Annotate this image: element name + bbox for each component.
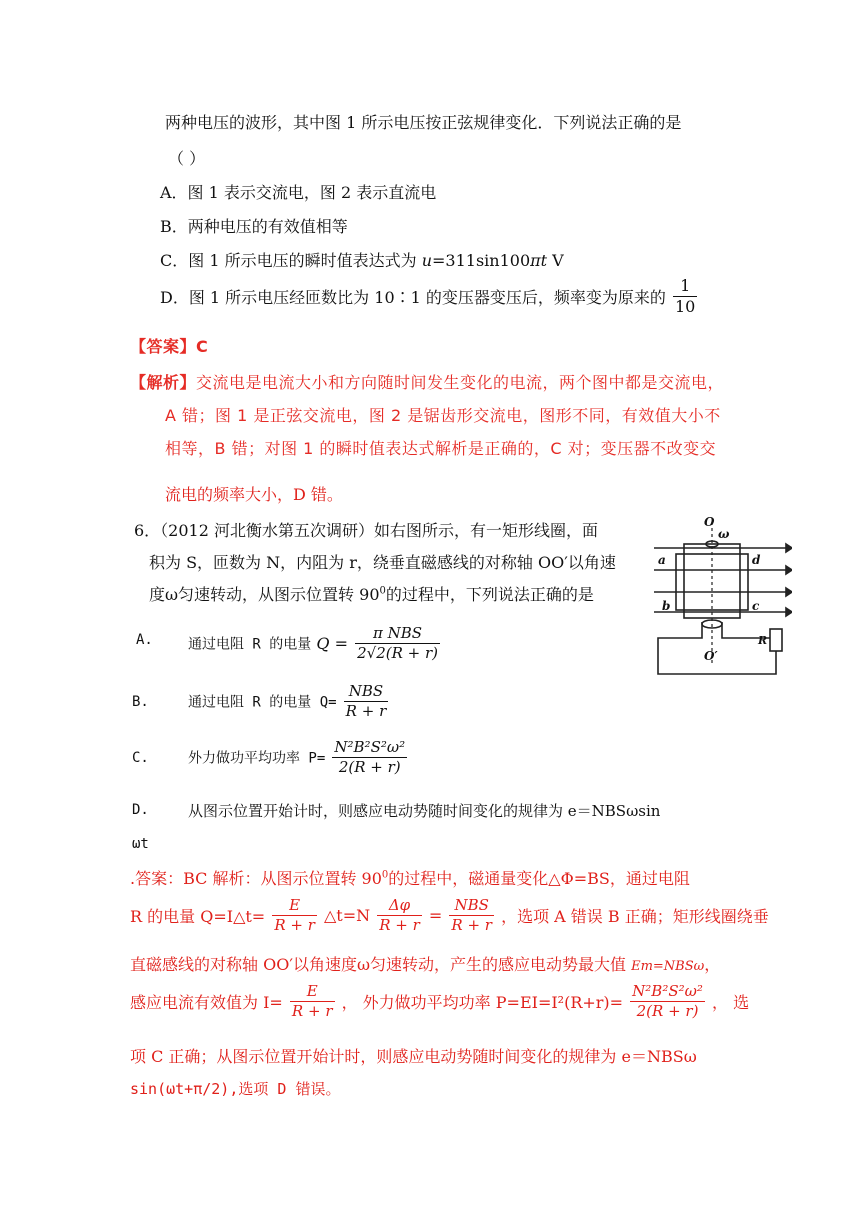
q6-stem-line3 [149,582,594,605]
q6-option-b-den: R + r [345,702,387,720]
q6-option-a-fraction [355,624,440,663]
q6-answer-line2-end: ，选项 A 错误 B 正确；矩形线圈绕垂 [501,907,769,926]
q6-answer-line1 [130,866,690,889]
q6-answer-line1-text: .答案：BC 解析：从图示位置转 90 [130,869,382,888]
q5-option-d [160,276,699,317]
q5-option-c-u: u [421,251,432,270]
q6-answer-frac3-den: R + r [451,916,492,934]
q6-option-b-num: NBS [344,682,389,702]
q6-answer-line1-end: 的过程中，磁通量变化△Φ=BS，通过电阻 [388,869,690,888]
figure-label-o-top: O [704,515,715,529]
q6-answer-line2-eq: = [428,906,443,925]
q6-answer-frac2-den: R + r [379,916,420,934]
q6-option-b [188,682,390,721]
q6-option-c-num: N²B²S²ω² [334,738,406,756]
q5-option-a: A．图 1 表示交流电，图 2 表示直流电 [160,183,437,202]
q6-answer-line2-pre: R 的电量 Q=I△t= [130,907,266,926]
q6-answer-frac3-num: NBS [449,896,494,916]
q6-answer-frac2-num: Δφ [377,896,422,916]
q6-answer-line5: 项 C 正确；从图示位置开始计时，则感应电动势随时间变化的规律为 e＝NBSω [130,1047,697,1066]
q5-analysis-label: 【解析】 [130,373,197,392]
q6-option-d-text2: ωt [132,836,149,852]
q6-answer-frac2 [377,896,422,935]
q5-analysis-line2: A 错；图 1 是正弦交流电，图 2 是锯齿形交流电，图形不同，有效值大小不 [165,406,721,425]
figure-label-b: b [662,599,671,613]
q6-answer-line4 [130,982,749,1021]
q6-answer-line2-mid: △t=N [323,906,371,925]
q5-stem-line: 两种电压的波形，其中图 1 所示电压按正弦规律变化．下列说法正确的是 [165,113,682,132]
q6-answer-line4-frac1-num: E [290,982,335,1002]
q6-answer-line4-frac2 [630,982,705,1021]
q6-answer-frac1-num: E [272,896,317,916]
q5-option-d-den: 10 [675,297,696,316]
figure-label-omega: ω [718,527,730,541]
q6-answer-line4-frac2-num: N²B²S²ω² [632,982,703,1000]
q6-stem-line3-end: 的过程中，下列说法正确的是 [385,585,594,604]
q6-answer-line2 [130,896,769,935]
q5-option-d-fraction [673,276,697,317]
q6-answer-frac1-den: R + r [274,916,315,934]
q6-option-c-fraction [332,738,407,777]
q5-answer-label: 【答案】C [130,337,209,356]
q6-stem-line3-sup: 0 [379,585,386,597]
q6-option-a-num: π NBS [355,624,440,644]
q5-option-c-pi: π [530,251,541,270]
q5-option-c-unit: V [547,251,564,270]
q6-option-c-label: C. [132,750,149,766]
q6-option-c [188,738,409,777]
q6-answer-line3-text: 直磁感线的对称轴 OO′以角速度ω匀速转动，产生的感应电动势最大值 [130,955,632,974]
q6-answer-line4-frac2-den: 2(R + r) [636,1002,699,1020]
q6-answer-line3-end: ， [704,955,721,974]
q6-option-b-fraction [344,682,389,721]
q5-analysis-line4: 流电的频率大小，D 错。 [165,485,343,504]
q5-answer-paren: （ ） [168,149,206,168]
q6-stem-line1: 6．（2012 河北衡水第五次调研）如右图所示，有一矩形线圈，面 [134,521,598,540]
q6-answer-line4-frac1-den: R + r [291,1002,333,1020]
q6-option-c-den: 2(R + r) [338,758,401,776]
q6-option-b-text: 通过电阻 R 的电量 Q= [188,694,337,711]
q6-option-c-text: 外力做功平均功率 P= [188,750,326,767]
q6-stem-line3-text: 度ω匀速转动，从图示位置转 90 [149,585,380,604]
q5-option-b: B．两种电压的有效值相等 [160,217,348,236]
q5-option-c-mid: =311sin100 [432,251,531,270]
q6-answer-frac1 [272,896,317,935]
q6-option-a-lhs: Q = [316,634,348,653]
figure-label-o-bottom: O′ [704,649,718,663]
q6-answer-line4-mid: ， 外力做功平均功率 P=EI=I²(R+r)= [341,993,624,1012]
q5-option-c-prefix: C．图 1 所示电压的瞬时值表达式为 [160,251,422,270]
q6-answer-line4-pre: 感应电流有效值为 I= [130,993,283,1012]
q6-answer-line1-sup: 0 [381,869,389,881]
q6-answer-line6: sin(ωt+π/2),选项 D 错误。 [130,1080,341,1098]
q6-answer-line3 [130,952,720,975]
q6-option-a-text: 通过电阻 R 的电量 [188,636,312,653]
q5-analysis-line3: 相等，B 错；对图 1 的瞬时值表达式解析是正确的，C 对；变压器不改变交 [165,439,717,458]
q5-analysis-line1 [130,370,724,393]
figure-label-r: R [758,634,768,647]
figure-label-d: d [752,553,761,567]
q6-option-a-label: A. [136,632,153,648]
figure-label-a: a [658,553,666,567]
q6-answer-line3-em: Em=NBSω [631,959,705,974]
q6-option-d-text: 从图示位置开始计时，则感应电动势随时间变化的规律为 e＝NBSωsin [188,802,661,820]
q6-answer-line4-frac1 [290,982,335,1021]
q6-answer-frac3 [449,896,494,935]
q6-option-a [188,624,442,663]
q6-option-d-label: D. [132,802,149,818]
q6-answer-line4-end: ， 选 [711,993,750,1012]
figure-label-c: c [752,599,760,613]
q5-option-d-text: D．图 1 所示电压经匝数比为 10∶1 的变压器变压后，频率变为原来的 [160,288,666,307]
q5-analysis-text1: 交流电是电流大小和方向随时间发生变化的电流，两个图中都是交流电， [196,373,725,392]
q6-option-b-label: B. [132,694,149,710]
coil-figure [652,514,792,676]
q5-option-c [160,248,564,271]
q5-option-d-num: 1 [673,276,697,297]
q6-option-a-den: 2√2(R + r) [357,644,439,662]
q6-stem-line2: 积为 S，匝数为 N，内阻为 r，绕垂直磁感线的对称轴 OO′以角速 [149,553,616,572]
q5-option-c-t: t [540,251,548,270]
